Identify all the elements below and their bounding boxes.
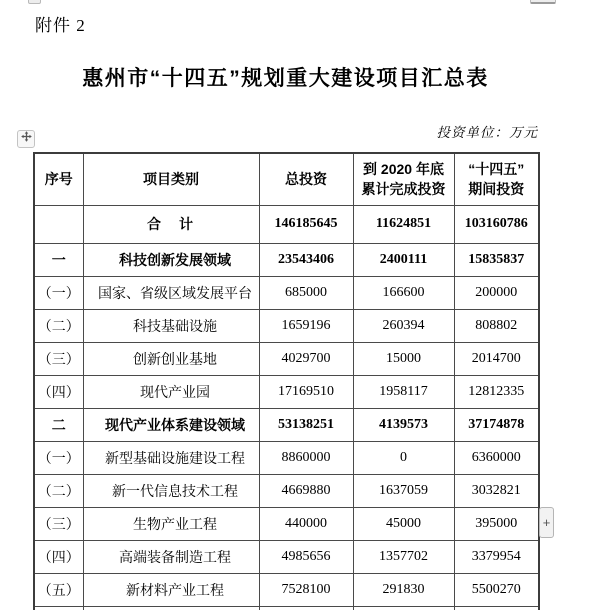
row-done2020-cell[interactable]: 0 xyxy=(353,441,454,474)
row-total-cell[interactable]: 8860000 xyxy=(259,441,353,474)
header-cell-total[interactable] xyxy=(259,153,353,205)
header-label: “十四五” xyxy=(468,161,525,178)
row-period145-cell[interactable]: 5500270 xyxy=(454,573,539,606)
header-cell-category[interactable] xyxy=(83,153,259,205)
row-category-cell[interactable]: 创新创业基地 xyxy=(83,342,259,375)
row-period145-cell[interactable]: 37174878 xyxy=(454,408,539,441)
row-total-cell[interactable]: 23543406 xyxy=(259,243,353,276)
row-no-cell[interactable]: 一 xyxy=(34,243,83,276)
row-category-cell[interactable]: 现代产业园 xyxy=(83,375,259,408)
table-row xyxy=(34,474,539,507)
row-no-cell[interactable]: （四） xyxy=(34,540,83,573)
investment-unit-note: 投资单位：万元 xyxy=(436,125,538,140)
row-category-cell[interactable]: 新型基础设施建设工程 xyxy=(83,441,259,474)
row-category-cell[interactable]: 国家、省级区域发展平台 xyxy=(83,276,259,309)
plus-icon: + xyxy=(542,515,551,530)
table-row xyxy=(34,342,539,375)
row-no-cell[interactable]: （一） xyxy=(34,276,83,309)
row-category-cell[interactable]: 现代产业体系建设领域 xyxy=(83,408,259,441)
row-total-cell[interactable]: 7528100 xyxy=(259,573,353,606)
header-label: 总投资 xyxy=(285,171,327,188)
row-total-cell[interactable]: 685000 xyxy=(259,276,353,309)
row-total-cell[interactable]: 1659196 xyxy=(259,309,353,342)
cropped-top-right-control[interactable] xyxy=(530,0,556,4)
row-done2020-cell[interactable]: 1637059 xyxy=(353,474,454,507)
header-label: 项目类别 xyxy=(143,171,199,188)
header-label: 到 2020 年底 xyxy=(363,161,444,178)
row-period145-cell[interactable]: 808802 xyxy=(454,309,539,342)
insert-row-button[interactable] xyxy=(539,507,554,538)
table-row xyxy=(34,573,539,606)
attachment-label: 附件 2 xyxy=(35,16,86,35)
row-no-cell[interactable]: （二） xyxy=(34,474,83,507)
row-total-cell[interactable]: 4669880 xyxy=(259,474,353,507)
row-category-cell[interactable]: 生物产业工程 xyxy=(83,507,259,540)
row-no-cell[interactable]: （四） xyxy=(34,375,83,408)
row-total-cell[interactable]: 17169510 xyxy=(259,375,353,408)
table-row xyxy=(34,540,539,573)
empty-cell[interactable] xyxy=(83,606,259,610)
row-category-cell[interactable]: 高端装备制造工程 xyxy=(83,540,259,573)
page-title: 惠州市“十四五”规划重大建设项目汇总表 xyxy=(82,67,489,90)
row-no-cell[interactable]: （一） xyxy=(34,441,83,474)
row-done2020-cell[interactable]: 1958117 xyxy=(353,375,454,408)
row-category-cell[interactable]: 新材料产业工程 xyxy=(83,573,259,606)
row-period145-cell[interactable]: 12812335 xyxy=(454,375,539,408)
table-row xyxy=(34,276,539,309)
row-period145-cell[interactable]: 15835837 xyxy=(454,243,539,276)
row-no-cell[interactable]: （三） xyxy=(34,342,83,375)
row-total-cell[interactable]: 146185645 xyxy=(259,205,353,243)
header-row xyxy=(34,153,539,205)
row-no-cell[interactable]: （三） xyxy=(34,507,83,540)
header-cell-no[interactable] xyxy=(34,153,83,205)
table-row xyxy=(34,309,539,342)
table-row xyxy=(34,375,539,408)
row-done2020-cell[interactable]: 2400111 xyxy=(353,243,454,276)
row-done2020-cell[interactable]: 45000 xyxy=(353,507,454,540)
row-no-cell[interactable]: （二） xyxy=(34,309,83,342)
row-no-cell[interactable]: （五） xyxy=(34,573,83,606)
empty-cell[interactable] xyxy=(259,606,353,610)
row-total-cell[interactable]: 4029700 xyxy=(259,342,353,375)
table-row xyxy=(34,441,539,474)
row-done2020-cell[interactable]: 260394 xyxy=(353,309,454,342)
row-period145-cell[interactable]: 2014700 xyxy=(454,342,539,375)
summary-table-header xyxy=(34,153,539,205)
empty-cell[interactable] xyxy=(353,606,454,610)
header-cell-done2020[interactable] xyxy=(353,153,454,205)
row-done2020-cell[interactable]: 1357702 xyxy=(353,540,454,573)
row-done2020-cell[interactable]: 4139573 xyxy=(353,408,454,441)
table-move-handle[interactable] xyxy=(17,130,35,148)
row-category-cell[interactable]: 科技基础设施 xyxy=(83,309,259,342)
row-period145-cell[interactable]: 3379954 xyxy=(454,540,539,573)
header-label: 累计完成投资 xyxy=(361,181,446,198)
row-period145-cell[interactable]: 3032821 xyxy=(454,474,539,507)
summary-table xyxy=(33,152,540,610)
table-row-partial xyxy=(34,606,539,610)
row-done2020-cell[interactable]: 291830 xyxy=(353,573,454,606)
move-cross-icon xyxy=(20,130,33,148)
table-row xyxy=(34,507,539,540)
table-row xyxy=(34,205,539,243)
header-label: 期间投资 xyxy=(468,181,525,198)
row-done2020-cell[interactable]: 11624851 xyxy=(353,205,454,243)
row-done2020-cell[interactable]: 15000 xyxy=(353,342,454,375)
summary-table-body xyxy=(34,205,539,610)
row-period145-cell[interactable]: 6360000 xyxy=(454,441,539,474)
row-period145-cell[interactable]: 200000 xyxy=(454,276,539,309)
row-total-cell[interactable]: 53138251 xyxy=(259,408,353,441)
row-no-cell[interactable] xyxy=(34,205,83,243)
row-category-cell[interactable]: 科技创新发展领域 xyxy=(83,243,259,276)
header-label: 序号 xyxy=(44,171,73,188)
table-row xyxy=(34,408,539,441)
row-period145-cell[interactable]: 395000 xyxy=(454,507,539,540)
row-total-cell[interactable]: 4985656 xyxy=(259,540,353,573)
row-no-cell[interactable]: 二 xyxy=(34,408,83,441)
table-row xyxy=(34,243,539,276)
row-category-cell[interactable]: 新一代信息技术工程 xyxy=(83,474,259,507)
cropped-top-left-control[interactable] xyxy=(28,0,41,4)
row-period145-cell[interactable]: 103160786 xyxy=(454,205,539,243)
row-total-cell[interactable]: 440000 xyxy=(259,507,353,540)
header-cell-period145[interactable] xyxy=(454,153,539,205)
empty-cell[interactable] xyxy=(34,606,83,610)
empty-cell[interactable] xyxy=(454,606,539,610)
row-done2020-cell[interactable]: 166600 xyxy=(353,276,454,309)
row-category-cell[interactable]: 合 计 xyxy=(83,205,259,243)
